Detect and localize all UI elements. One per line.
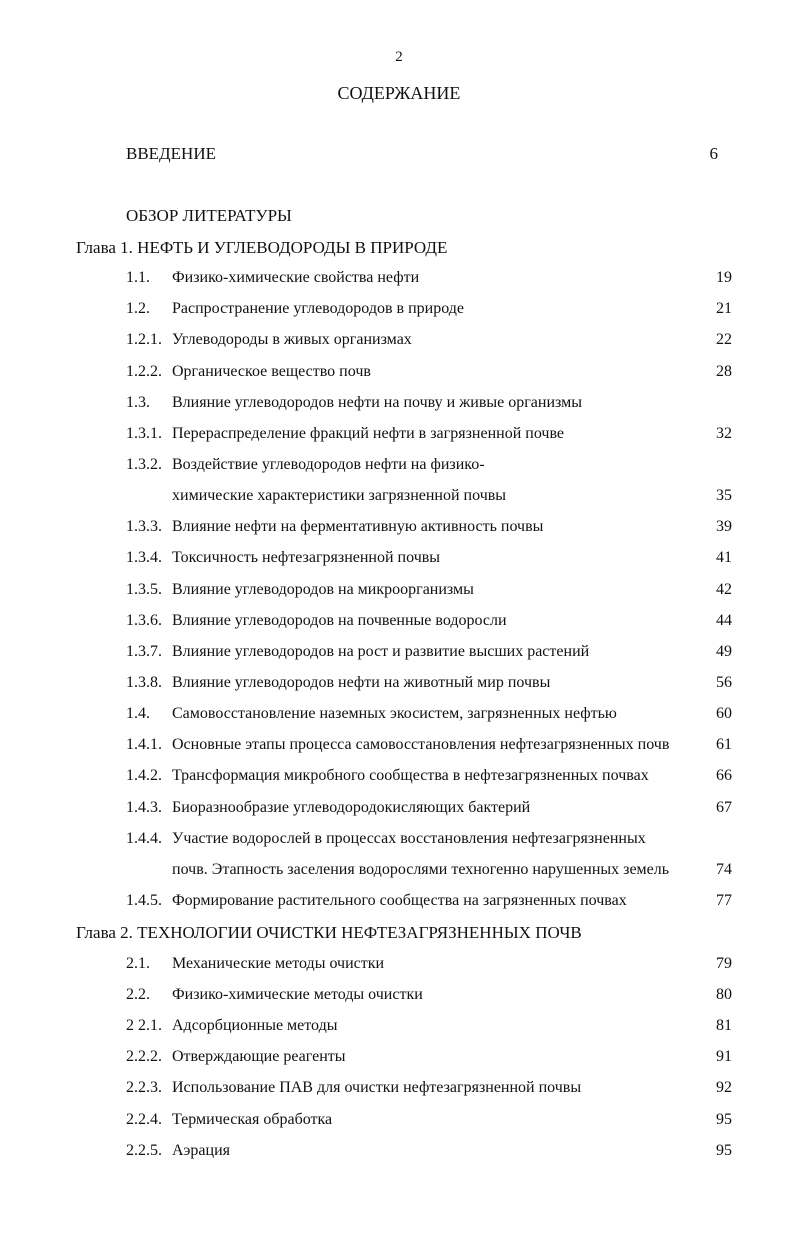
toc-entry-number: 2.2.5. (126, 1142, 162, 1159)
toc-entry-page: 19 (716, 269, 732, 286)
toc-entry-number: 1.2.2. (126, 363, 162, 380)
toc-entry-page: 28 (716, 363, 732, 380)
toc-entry-title: Влияние нефти на ферментативную активность почвы (172, 518, 544, 535)
toc-entry-title: Влияние углеводородов нефти на животный мир почвы (172, 674, 551, 691)
toc-entry-page: 42 (716, 581, 732, 598)
toc-entry-title: Физико-химические свойства нефти (172, 269, 420, 286)
toc-entry-title: Токсичность нефтезагрязненной почвы (172, 549, 441, 566)
toc-entry-number: 1.4. (126, 705, 150, 722)
toc-entry-page: 91 (716, 1048, 732, 1065)
literature-label: ОБЗОР ЛИТЕРАТУРЫ (126, 206, 292, 225)
toc-entry-page: 49 (716, 643, 732, 660)
toc-entry-title: Влияние углеводородов нефти на почву и живые организмы (172, 394, 582, 411)
toc-entry-page: 77 (716, 892, 732, 909)
toc-entry-number: 1.4.5. (126, 892, 162, 909)
toc-entry-number: 1.2.1. (126, 331, 162, 348)
toc-entry-page: 39 (716, 518, 732, 535)
toc-entry-title: Влияние углеводородов на рост и развитие высших растений (172, 643, 590, 660)
toc-entry-page: 95 (716, 1142, 732, 1159)
toc-entry-number: 1.3.4. (126, 549, 162, 566)
toc-entry-title: Адсорбционные методы (172, 1017, 338, 1034)
toc-entry-title: Органическое вещество почв (172, 363, 371, 380)
chapter-1-title: Глава 1. НЕФТЬ И УГЛЕВОДОРОДЫ В ПРИРОДЕ (76, 238, 448, 257)
toc-entry-page: 81 (716, 1017, 732, 1034)
toc-entry-page: 61 (716, 736, 732, 753)
toc-entry-number: 2.1. (126, 955, 150, 972)
toc-heading: СОДЕРЖАНИЕ (337, 83, 461, 103)
toc-entry-title: Влияние углеводородов на почвенные водоросли (172, 612, 507, 629)
page-number: 2 (395, 49, 403, 65)
toc-entry-page: 56 (716, 674, 732, 691)
toc-entry-title: Участие водорослей в процессах восстановления нефтезагрязненных (172, 830, 646, 847)
toc-entry-title: Аэрация (172, 1142, 231, 1159)
toc-entry-title: Формирование растительного сообщества на загрязненных почвах (172, 892, 627, 909)
toc-entry-number: 2.2.2. (126, 1048, 162, 1065)
intro-page: 6 (709, 144, 718, 163)
toc-entry-title: Биоразнообразие углеводородокисляющих бактерий (172, 799, 531, 816)
toc-entry-number: 1.3.6. (126, 612, 162, 629)
toc-entry-page: 32 (716, 425, 732, 442)
toc-entry-number: 1.4.2. (126, 767, 162, 784)
toc-entry-page: 66 (716, 767, 732, 784)
toc-entry-title: Самовосстановление наземных экосистем, загрязненных нефтью (172, 705, 617, 722)
toc-entry-number: 2.2. (126, 986, 150, 1003)
chapter-2-title: Глава 2. ТЕХНОЛОГИИ ОЧИСТКИ НЕФТЕЗАГРЯЗНЕННЫХ ПОЧВ (76, 923, 582, 942)
toc-entry-title: Трансформация микробного сообщества в нефтезагрязненных почвах (172, 767, 649, 784)
toc-entry-title: Основные этапы процесса самовосстановления нефтезагрязненных почв (172, 736, 670, 753)
toc-entry-title: Механические методы очистки (172, 955, 385, 972)
toc-entry-title: Физико-химические методы очистки (172, 986, 423, 1003)
toc-entry-number: 1.3.1. (126, 425, 162, 442)
toc-entry-title: Влияние углеводородов на микроорганизмы (172, 581, 474, 598)
toc-entry-page: 79 (716, 955, 732, 972)
toc-entry-number: 2 2.1. (126, 1017, 162, 1034)
toc-entry-number: 2.2.4. (126, 1111, 162, 1128)
toc-entry-page: 60 (716, 705, 732, 722)
toc-entry-title: Использование ПАВ для очистки нефтезагрязненной почвы (172, 1079, 582, 1096)
toc-entry-page: 95 (716, 1111, 732, 1128)
toc-entry-number: 1.3.3. (126, 518, 162, 535)
toc-entry-title: Воздействие углеводородов нефти на физико- (172, 456, 485, 473)
intro-label: ВВЕДЕНИЕ (126, 144, 216, 163)
toc-entry-page: 92 (716, 1079, 732, 1096)
toc-entry-title: Перераспределение фракций нефти в загрязненной почве (172, 425, 565, 442)
toc-entry-number: 1.4.4. (126, 830, 162, 847)
toc-entry-number: 1.3.5. (126, 581, 162, 598)
toc-entry-number: 1.1. (126, 269, 150, 286)
toc-entry-title: Распространение углеводородов в природе (172, 300, 464, 317)
toc-entry-number: 1.4.3. (126, 799, 162, 816)
toc-entry-number: 2.2.3. (126, 1079, 162, 1096)
toc-entry-title: химические характеристики загрязненной почвы (172, 487, 507, 504)
toc-entry-number: 1.3. (126, 394, 150, 411)
toc-entry-number: 1.4.1. (126, 736, 162, 753)
toc-entry-page: 21 (716, 300, 732, 317)
toc-entry-page: 74 (716, 861, 732, 878)
toc-entry-page: 41 (716, 549, 732, 566)
toc-entry-number: 1.3.8. (126, 674, 162, 691)
toc-entry-title: почв. Этапность заселения водорослями техногенно нарушенных земель (172, 861, 670, 878)
toc-entry-number: 1.3.7. (126, 643, 162, 660)
toc-entry-page: 44 (716, 612, 732, 629)
toc-entry-number: 1.3.2. (126, 456, 162, 473)
toc-entry-page: 67 (716, 799, 732, 816)
toc-entry-page: 22 (716, 331, 732, 348)
toc-entry-title: Термическая обработка (172, 1111, 333, 1128)
toc-entry-number: 1.2. (126, 300, 150, 317)
toc-entry-title: Отверждающие реагенты (172, 1048, 346, 1065)
toc-entry-title: Углеводороды в живых организмах (172, 331, 412, 348)
toc-entry-page: 80 (716, 986, 732, 1003)
toc-entry-page: 35 (716, 487, 732, 504)
